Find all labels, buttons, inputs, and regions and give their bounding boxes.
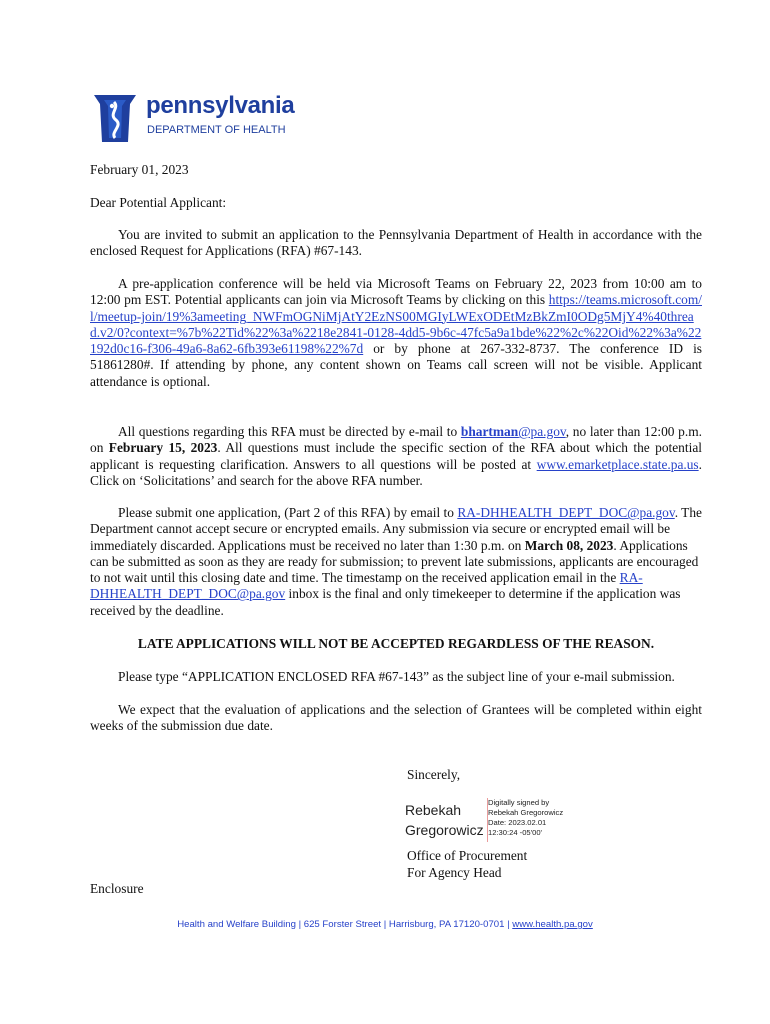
pa-doh-logo bbox=[90, 92, 310, 144]
question-email-domain: @pa.gov bbox=[518, 424, 566, 439]
paragraph-invitation: You are invited to submit an application to the Pennsylvania Department of Health in accordance with the enclosed Request for Applications (RFA) #67-143. bbox=[90, 227, 702, 259]
office-title: Office of Procurement bbox=[407, 848, 528, 863]
submission-email-link-2[interactable]: RA-DHHEALTH_DEPT_DOC@pa.gov bbox=[90, 570, 643, 602]
questions-text-2: , no later than 12:00 p.m. on bbox=[90, 424, 702, 456]
footer-website-link[interactable]: www.health.pa.gov bbox=[512, 919, 593, 930]
paragraph-conference bbox=[90, 276, 702, 390]
paragraph-submission bbox=[90, 505, 702, 619]
submission-text-1: Please submit one application, (Part 2 of this RFA) by email to bbox=[118, 505, 458, 520]
question-email-user: bhartman bbox=[460, 424, 519, 439]
emarketplace-link[interactable]: www.emarketplace.state.pa.us bbox=[536, 456, 699, 472]
conference-text-2: or by phone at 267-332-8737. The conference ID is 51861280#. If attending by phone, any content shown on Teams call screen will not be visible. Applicant attendance is optional. bbox=[90, 341, 702, 389]
signature-meta-line-1: Digitally signed by bbox=[488, 798, 550, 807]
conference-text-1: A pre-application conference will be held via Microsoft Teams on February 22, 2023 from 10:00 am to 12:00 pm EST. Potential applicants can join via Microsoft Teams by clicking on this bbox=[90, 276, 702, 308]
closing: Sincerely, bbox=[407, 767, 461, 782]
letter-date: February 01, 2023 bbox=[90, 162, 189, 177]
submission-text-4: inbox is the final and only timekeeper to determine if the application was received by the deadline. bbox=[90, 586, 681, 618]
paragraph-evaluation: We expect that the evaluation of applications and the selection of Grantees will be completed within eight weeks of the submission due date. bbox=[90, 702, 702, 734]
signature-name bbox=[405, 800, 484, 840]
teams-meeting-link[interactable]: https://teams.microsoft.com/l/meetup-join/19%3ameeting_NWFmOGNiMjAtY2EzNS00MGIyLWExODEtMzBkZmI0ODg5MjY4%40thread.v2/0?context=%7b%22Tid%22%3a%2218e2841-0128-4dd5-9b6c-47fc5a9a1bde%22%2c%22Oid%22%3a%22192d0c16-f306-49a6-8a62-6fb393e61198%22%7d bbox=[90, 292, 702, 357]
questions-text-4: . Click on ‘Solicitations’ and search for the above RFA number. bbox=[90, 456, 702, 488]
signature-first-name: Rebekah bbox=[405, 802, 462, 818]
submission-email-link[interactable]: RA-DHHEALTH_DEPT_DOC@pa.gov bbox=[457, 505, 675, 520]
signature-last-name: Gregorowicz bbox=[405, 822, 484, 838]
late-applications-warning: LATE APPLICATIONS WILL NOT BE ACCEPTED REGARDLESS OF THE REASON. bbox=[137, 636, 655, 651]
salutation: Dear Potential Applicant: bbox=[90, 195, 227, 210]
signature-meta-line-4: 12:30:24 -05'00' bbox=[488, 828, 542, 837]
submission-text-2: . The Department cannot accept secure or encrypted emails. Any submission via secure or encrypted email will be immediately discarded. Applications must be received no later than 1:30 p.m. on bbox=[90, 505, 702, 553]
signature-meta-line-2: Rebekah Gregorowicz bbox=[488, 808, 564, 817]
questions-text-3: . All questions must include the specific section of the RFA about which the potential applicant is requesting clarification. Answers to all questions will be posted at bbox=[90, 440, 702, 472]
questions-deadline: February 15, 2023 bbox=[108, 440, 218, 456]
enclosure-label: Enclosure bbox=[90, 881, 144, 896]
paragraph-questions bbox=[90, 424, 702, 489]
question-email-link[interactable] bbox=[461, 424, 566, 439]
submission-deadline: March 08, 2023 bbox=[524, 537, 614, 553]
letter-footer bbox=[0, 919, 770, 930]
questions-text-1: All questions regarding this RFA must be directed by e-mail to bbox=[118, 424, 461, 439]
keystone-icon bbox=[90, 92, 142, 144]
paragraph-subject-line: Please type “APPLICATION ENCLOSED RFA #67-143” as the subject line of your e-mail submission. bbox=[118, 669, 675, 684]
footer-address: Health and Welfare Building | 625 Forster Street | Harrisburg, PA 17120-0701 | bbox=[177, 919, 513, 930]
logo-department: DEPARTMENT OF HEALTH bbox=[147, 124, 286, 136]
signature-meta-line-3: Date: 2023.02.01 bbox=[488, 818, 547, 827]
signature-metadata bbox=[488, 798, 563, 838]
digital-signature bbox=[405, 798, 605, 842]
office-subtitle: For Agency Head bbox=[407, 865, 502, 880]
submission-text-3: . Applications can be submitted as soon as they are ready for submission; to prevent late submissions, applicants are encouraged to not wait until this closing date and time. The timestamp on the received application email in the bbox=[90, 537, 699, 586]
logo-state-name: pennsylvania bbox=[146, 92, 295, 119]
